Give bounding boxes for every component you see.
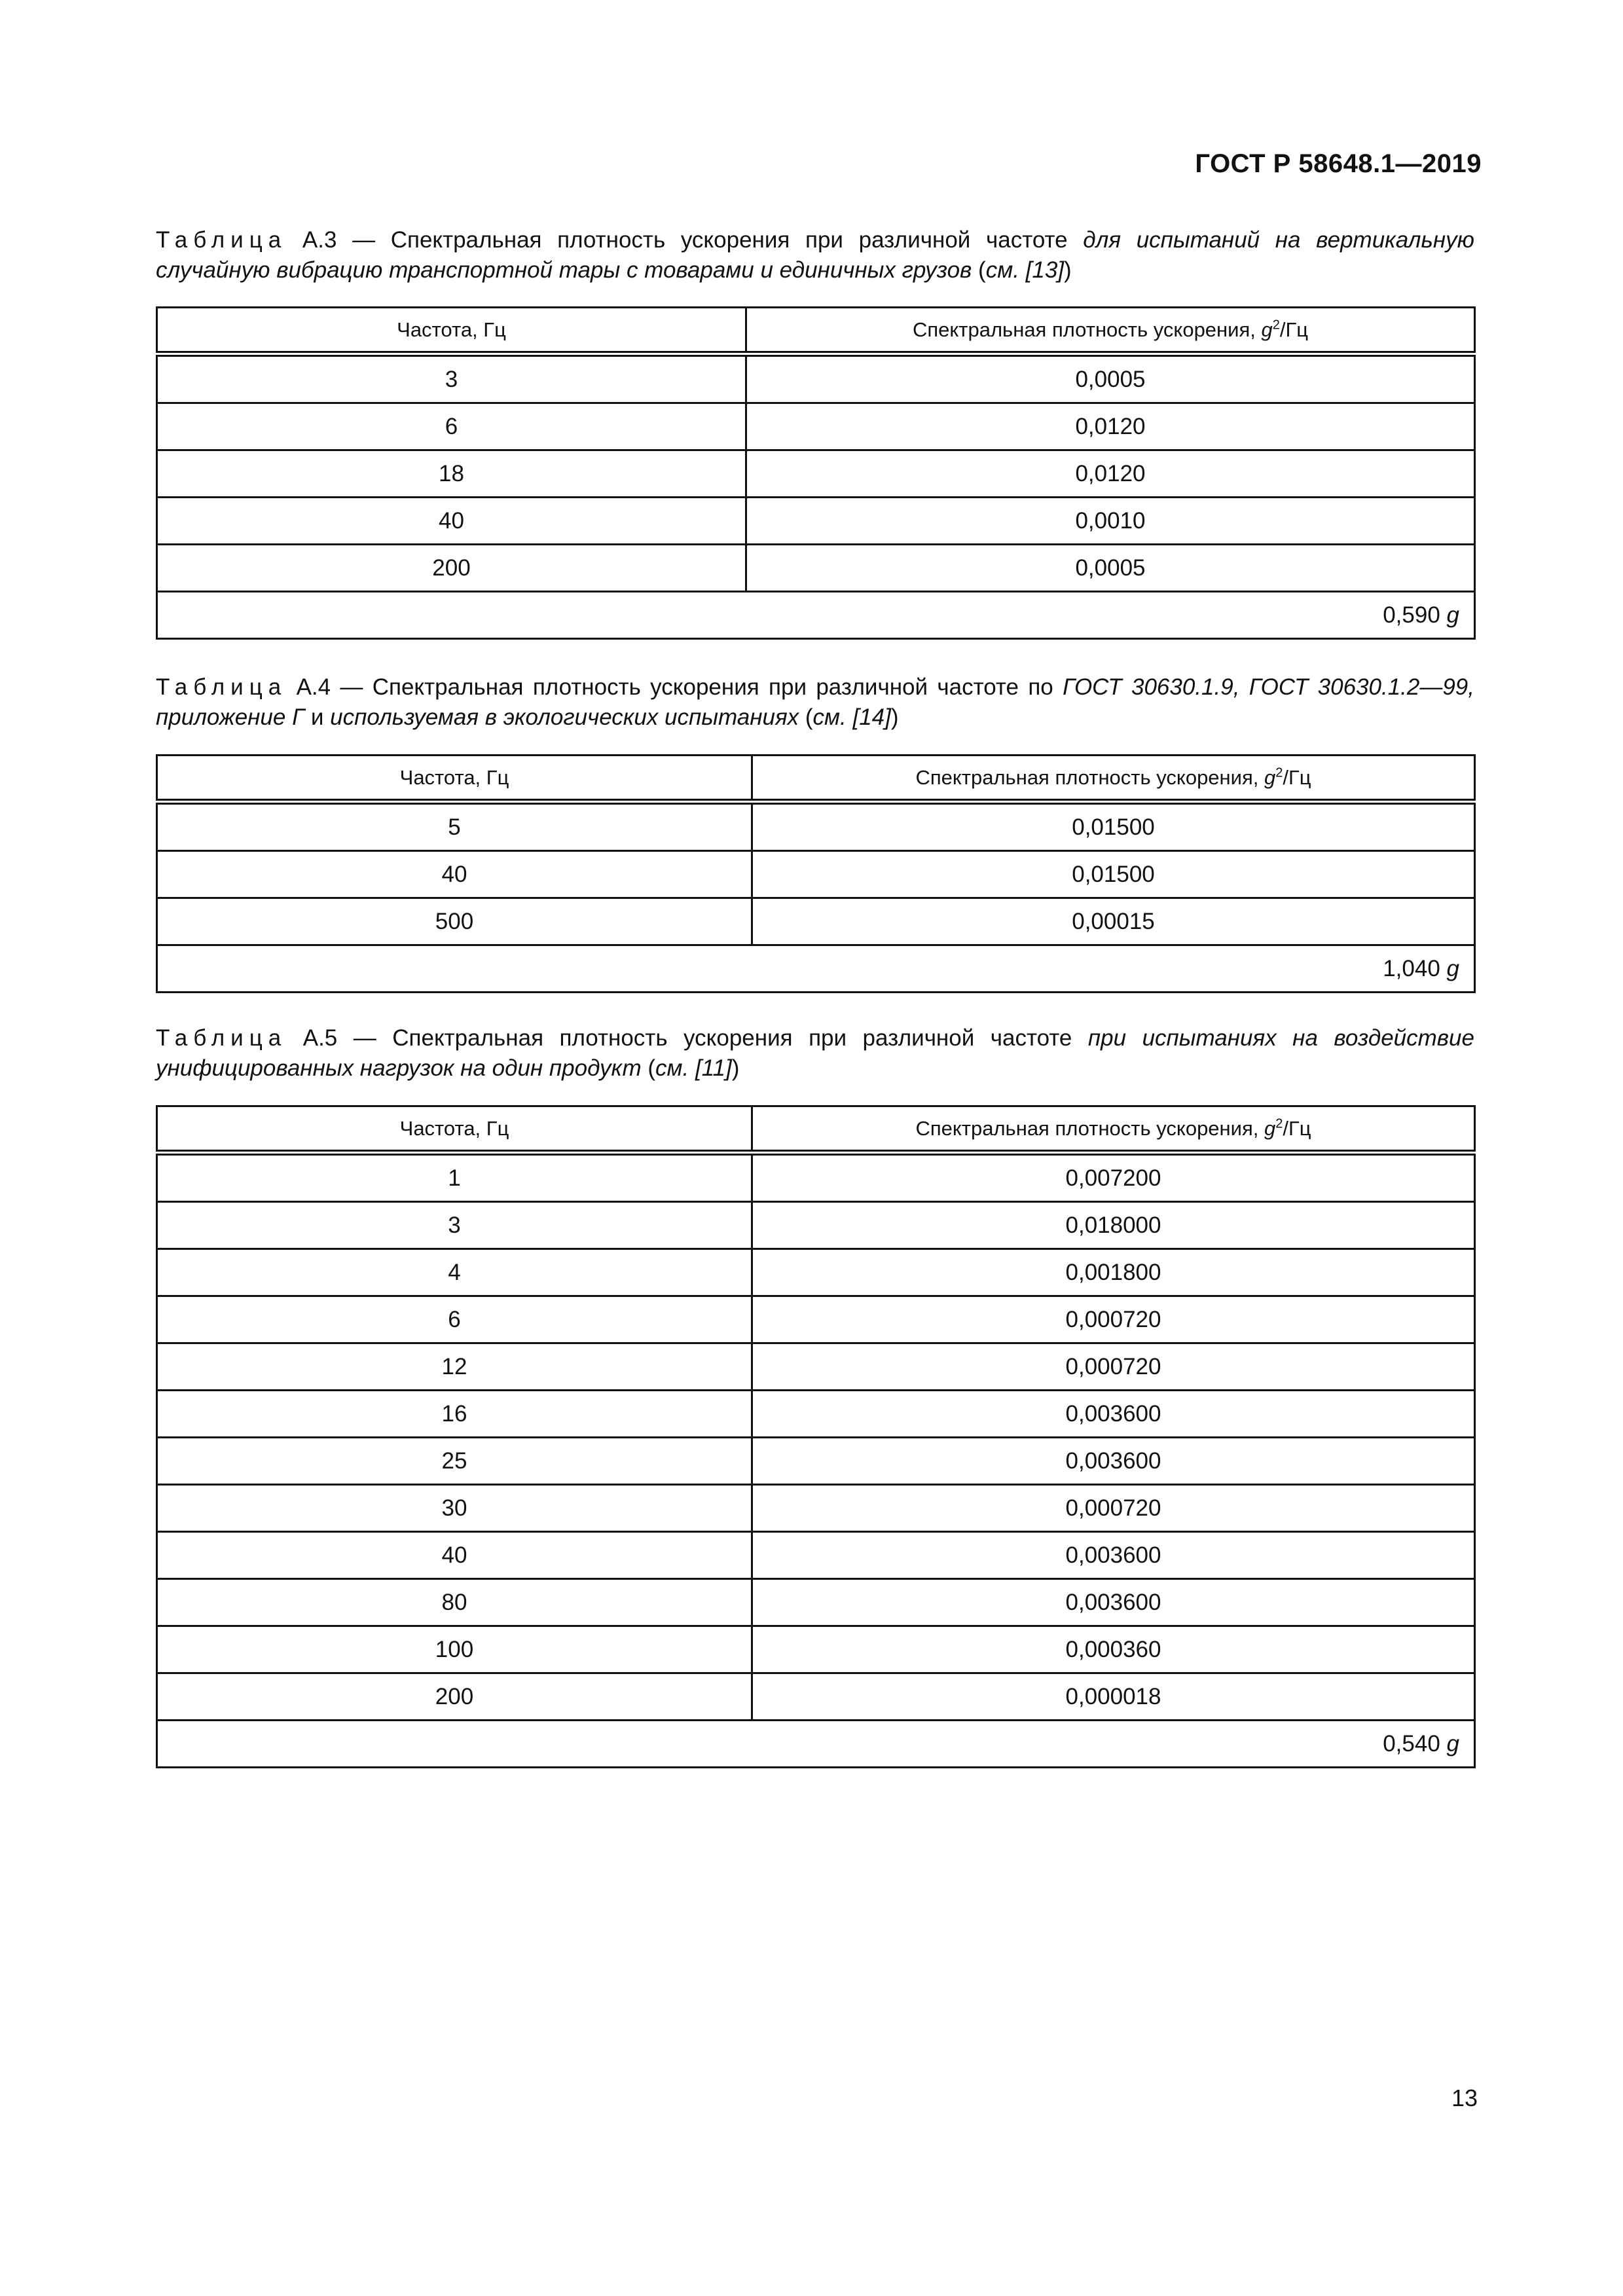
- psd-cell: 0,0120: [746, 450, 1475, 498]
- table-row: [157, 1579, 1475, 1626]
- column-header-psd: Спектральная плотность ускорения, $g^2/Гц$: [752, 756, 1475, 802]
- table-row: [157, 851, 1475, 898]
- caption-text: и: [304, 704, 331, 730]
- frequency-cell: 40: [157, 851, 752, 898]
- psd-cell: 0,000360: [752, 1626, 1475, 1673]
- frequency-cell: 500: [157, 898, 752, 945]
- frequency-cell: 200: [157, 1673, 752, 1721]
- caption-reference: см. [11]: [655, 1055, 732, 1081]
- frequency-cell: 80: [157, 1579, 752, 1626]
- frequency-cell: 3: [157, 354, 746, 403]
- table-header-row: [157, 756, 1475, 802]
- table-label: Таблица: [156, 674, 287, 700]
- psd-cell: 0,003600: [752, 1579, 1475, 1626]
- table-number: А.3: [302, 227, 337, 253]
- frequency-cell: 12: [157, 1343, 752, 1391]
- table-row: [157, 450, 1475, 498]
- caption-text: — Спектральная плотность ускорения при различной частоте: [337, 1025, 1088, 1051]
- caption-reference: см. [14]: [812, 704, 891, 730]
- column-header-frequency: Частота, Гц: [157, 756, 752, 802]
- column-header-psd: Спектральная плотность ускорения, $g^2/Гц$: [752, 1106, 1475, 1153]
- table-a4-caption: [156, 672, 1474, 733]
- frequency-cell: 40: [157, 498, 746, 545]
- psd-cell: 0,000720: [752, 1296, 1475, 1343]
- table-row: [157, 1438, 1475, 1485]
- psd-cell: 0,01500: [752, 802, 1475, 851]
- page-number: 13: [1451, 2085, 1478, 2111]
- caption-text: — Спектральная плотность ускорения при различной частоте: [337, 227, 1084, 253]
- total-unit: g: [1446, 602, 1459, 628]
- table-row: [157, 1532, 1475, 1579]
- caption-paren: (: [972, 257, 986, 283]
- table-row: [157, 1391, 1475, 1438]
- caption-italic-text: ГОСТ 30630.1.9, ГОСТ 30630.1.2—99, приложение Г: [156, 674, 1474, 730]
- table-a5-caption: [156, 1023, 1474, 1084]
- table-number: А.5: [302, 1025, 338, 1051]
- table-number: А.4: [296, 674, 331, 700]
- table-row: [157, 1485, 1475, 1532]
- frequency-cell: 16: [157, 1391, 752, 1438]
- table-row: [157, 545, 1475, 592]
- table-total-row: [157, 945, 1475, 993]
- psd-cell: 0,018000: [752, 1202, 1475, 1249]
- frequency-cell: 25: [157, 1438, 752, 1485]
- table-total-row: [157, 592, 1475, 639]
- column-header-frequency: Частота, Гц: [157, 1106, 752, 1153]
- table-a4: [156, 754, 1476, 993]
- total-cell: [157, 945, 1475, 993]
- table-label: Таблица: [156, 1025, 287, 1051]
- psd-cell: 0,000720: [752, 1485, 1475, 1532]
- psd-cell: 0,01500: [752, 851, 1475, 898]
- frequency-cell: 100: [157, 1626, 752, 1673]
- table-a5: [156, 1105, 1476, 1768]
- document-code: ГОСТ Р 58648.1—2019: [1195, 149, 1482, 178]
- psd-cell: 0,000720: [752, 1343, 1475, 1391]
- table-row: [157, 354, 1475, 403]
- caption-paren: ): [731, 1055, 740, 1081]
- psd-cell: 0,003600: [752, 1438, 1475, 1485]
- caption-italic-text: используемая в экологических испытаниях: [330, 704, 799, 730]
- psd-cell: 0,0005: [746, 354, 1475, 403]
- frequency-cell: 3: [157, 1202, 752, 1249]
- column-header-psd: Спектральная плотность ускорения, $g^2/Гц$: [746, 308, 1475, 354]
- frequency-cell: 200: [157, 545, 746, 592]
- caption-italic-text: для испытаний на вертикальную случайную вибрацию транспортной тары с товарами и единичных грузов: [156, 227, 1475, 283]
- table-row: [157, 898, 1475, 945]
- total-value: 1,040: [1383, 955, 1440, 981]
- total-value: 0,590: [1383, 602, 1440, 628]
- psd-cell: 0,003600: [752, 1532, 1475, 1579]
- caption-italic-text: при испытаниях на воздействие унифицированных нагрузок на один продукт: [156, 1025, 1474, 1081]
- caption-paren: (: [641, 1055, 656, 1081]
- psd-cell: 0,000018: [752, 1673, 1475, 1721]
- frequency-cell: 6: [157, 1296, 752, 1343]
- psd-cell: 0,003600: [752, 1391, 1475, 1438]
- table-a3-caption: [156, 225, 1474, 285]
- table-row: [157, 1249, 1475, 1296]
- table-label: Таблица: [156, 227, 287, 253]
- psd-cell: 0,0010: [746, 498, 1475, 545]
- frequency-cell: 6: [157, 403, 746, 450]
- table-row: [157, 802, 1475, 851]
- frequency-cell: 30: [157, 1485, 752, 1532]
- table-row: [157, 498, 1475, 545]
- table-row: [157, 403, 1475, 450]
- table-a3: [156, 306, 1476, 640]
- caption-text: — Спектральная плотность ускорения при различной частоте по: [331, 674, 1063, 700]
- total-unit: g: [1446, 955, 1459, 981]
- psd-cell: 0,0005: [746, 545, 1475, 592]
- table-row: [157, 1626, 1475, 1673]
- table-row: [157, 1343, 1475, 1391]
- frequency-cell: 5: [157, 802, 752, 851]
- psd-cell: 0,007200: [752, 1153, 1475, 1202]
- frequency-cell: 18: [157, 450, 746, 498]
- caption-paren: ): [1064, 257, 1072, 283]
- psd-cell: 0,00015: [752, 898, 1475, 945]
- total-value: 0,540: [1383, 1730, 1440, 1757]
- frequency-cell: 1: [157, 1153, 752, 1202]
- frequency-cell: 4: [157, 1249, 752, 1296]
- table-header-row: [157, 308, 1475, 354]
- total-cell: [157, 1721, 1475, 1768]
- table-header-row: [157, 1106, 1475, 1153]
- caption-paren: (: [799, 704, 813, 730]
- caption-reference: см. [13]: [985, 257, 1065, 283]
- frequency-cell: 40: [157, 1532, 752, 1579]
- psd-cell: 0,0120: [746, 403, 1475, 450]
- caption-paren: ): [890, 704, 899, 730]
- total-cell: [157, 592, 1475, 639]
- table-row: [157, 1153, 1475, 1202]
- column-header-frequency: Частота, Гц: [157, 308, 746, 354]
- table-row: [157, 1673, 1475, 1721]
- table-row: [157, 1202, 1475, 1249]
- total-unit: g: [1446, 1730, 1459, 1757]
- table-row: [157, 1296, 1475, 1343]
- table-total-row: [157, 1721, 1475, 1768]
- psd-cell: 0,001800: [752, 1249, 1475, 1296]
